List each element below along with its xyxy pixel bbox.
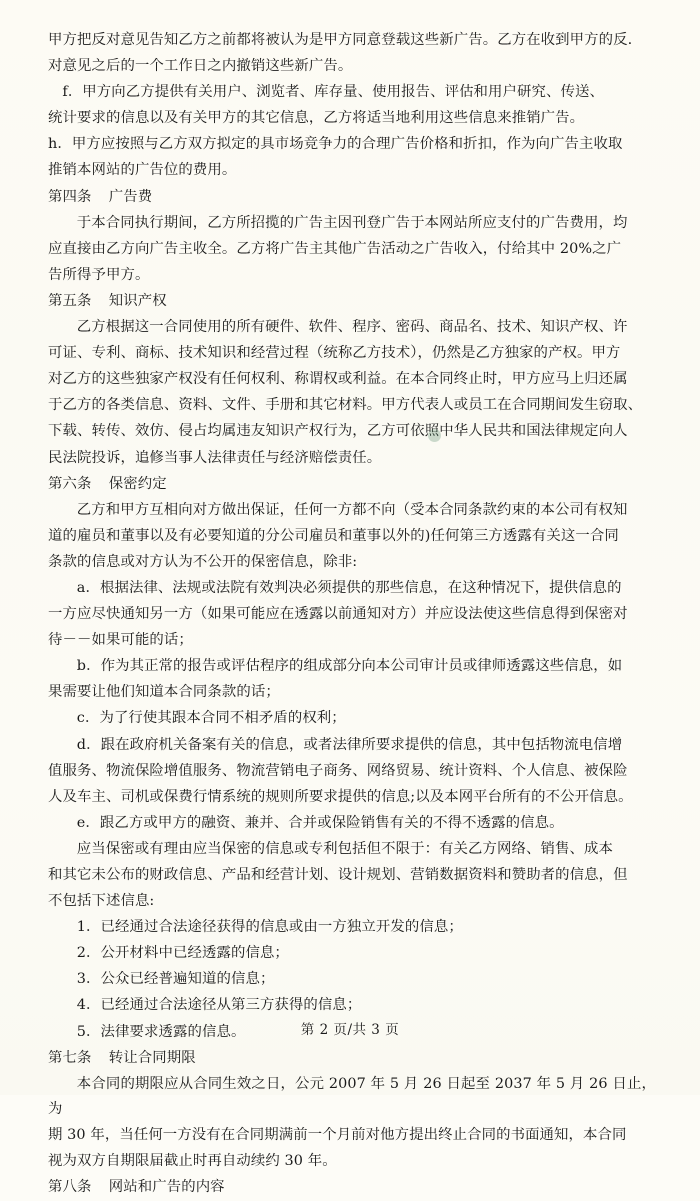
paragraph: 应直接由乙方向广告主收全。乙方将广告主其他广告活动之广告收入，付给其中 20%之广 (48, 240, 622, 257)
section-number: 第七条 (48, 1049, 92, 1066)
paragraph: 视为双方自期限届截止时再自动续约 30 年。 (48, 1153, 337, 1170)
paragraph: 下载、转传、效仿、侵占均属违友知识产权行为，乙方可依照中华人民共和国法律规定向人 (48, 423, 628, 440)
paragraph: 乙方和甲方互相向对方做出保证，任何一方都不向（受本合同条款约束的本公司有权知 (76, 501, 628, 518)
paragraph: b．作为其正常的报告或评估程序的组成部分向本公司审计员或律师透露这些信息，如 (76, 658, 623, 675)
section-heading-4 (48, 185, 656, 210)
paragraph: 本合同的期限应从合同生效之日，公元 2007 年 5 月 26 日起至 2037 年 5 月 26 日止，为 (48, 1075, 656, 1117)
section-number: 第六条 (48, 475, 92, 492)
paragraph: 待－－如果可能的话； (48, 632, 193, 649)
section-title: 网站和广告的内容 (108, 1179, 225, 1196)
paragraph: e．跟乙方或甲方的融资、兼并、合并或保险销售有关的不得不透露的信息。 (76, 814, 564, 831)
section-title: 保密约定 (108, 475, 167, 492)
section-number: 第五条 (48, 292, 92, 309)
paragraph: 对乙方的这些独家产权没有任何权利、称谓权或利益。在本合同终止时，甲方应马上归还属 (48, 371, 628, 388)
paragraph: 于乙方的各类信息、资料、文件、手册和其它材料。甲方代表人或员工在合同期间发生窃取、 (48, 397, 643, 414)
paragraph: 民法院投诉，追修当事人法律责任与经济赔偿责任。 (48, 449, 382, 466)
section-heading-8 (48, 1175, 656, 1200)
paragraph: f．甲方向乙方提供有关用户、浏览者、库存量、使用报告、评估和用户研究、传送、 (62, 84, 604, 101)
list-item: 1．已经通过合法途径获得的信息或由一方独立开发的信息； (76, 919, 463, 936)
paragraph: 可证、专利、商标、技术知识和经营过程（统称乙方技术），仍然是乙方独家的产权。甲方 (48, 345, 621, 362)
paragraph: a．根据法律、法规或法院有效判决必须提供的那些信息，在这种情况下，提供信息的 (76, 579, 622, 596)
paragraph: 甲方把反对意见告知乙方之前都将被认为是甲方同意登载这些新广告。乙方在收到甲方的反. (48, 32, 633, 48)
list-item: 3．公众已经普遍知道的信息； (76, 971, 275, 988)
paragraph: 期 30 年，当任何一方没有在合同期满前一个月前对他方提出终止合同的书面通知，本合同 (48, 1126, 627, 1143)
paragraph: 条款的信息或对方认为不公开的保密信息，除非: (48, 553, 358, 570)
section-number: 第八条 (48, 1179, 92, 1196)
list-item: 4．已经通过合法途径从第三方获得的信息； (76, 997, 362, 1014)
paragraph: 应当保密或有理由应当保密的信息或专利包括但不限于：有关乙方网络、销售、成本 (76, 840, 613, 857)
paragraph: 一方应尽快通知另一方（如果可能应在透露以前通知对方）并应设法使这些信息得到保密对 (48, 606, 628, 623)
section-title: 转让合同期限 (108, 1049, 196, 1066)
section-heading-6 (48, 472, 656, 497)
section-number: 第四条 (48, 188, 92, 205)
page-footer: 第 2 页/共 3 页 (300, 1022, 400, 1038)
paragraph: 值服务、物流保险增值服务、物流营销电子商务、网络贸易、统计资料、个人信息、被保险 (48, 762, 628, 779)
paragraph: h．甲方应按照与乙方双方拟定的具市场竞争力的合理广告价格和折扣，作为向广告主收取 (48, 136, 623, 153)
section-title: 知识产权 (108, 292, 167, 309)
paragraph: 不包括下述信息: (48, 893, 155, 910)
paragraph: c．为了行使其跟本合同不相矛盾的权利； (76, 710, 346, 727)
paragraph: d．跟在政府机关备案有关的信息，或者法律所要求提供的信息，其中包括物流电信增 (76, 736, 623, 753)
paragraph: 人及车主、司机或保费行情系统的规则所要求提供的信息;以及本网平台所有的不公开信息。 (48, 788, 633, 805)
paragraph: 于本合同执行期间，乙方所招揽的广告主因刊登广告于本网站所应支付的广告费用，均 (76, 214, 628, 231)
paragraph: 和其它未公布的财政信息、产品和经营计划、设计规划、营销数据资料和赞助者的信息，但 (48, 867, 628, 883)
paragraph: 乙方根据这一合同使用的所有硬件、软件、程序、密码、商品名、技术、知识产权、许 (76, 319, 628, 336)
paragraph: 对意见之后的一个工作日之内撤销这些新广告。 (48, 58, 353, 75)
paragraph: 推销本网站的广告位的费用。 (48, 162, 237, 179)
section-heading-7 (48, 1046, 656, 1071)
section-title: 广告费 (108, 188, 153, 205)
list-item: 2．公开材料中已经透露的信息； (76, 945, 289, 962)
paragraph: 道的雇员和董事以及有必要知道的分公司雇员和董事以外的)任何第三方透露有关这一合同 (48, 527, 619, 544)
list-item: 5．法律要求透露的信息。 (76, 1023, 246, 1040)
paragraph: 统计要求的信息以及有关甲方的其它信息，乙方将适当地利用这些信息来推销广告。 (48, 110, 585, 127)
paragraph: 果需要让他们知道本合同条款的话； (48, 684, 280, 701)
paragraph: 告所得予甲方。 (48, 266, 150, 283)
section-heading-5 (48, 289, 656, 314)
